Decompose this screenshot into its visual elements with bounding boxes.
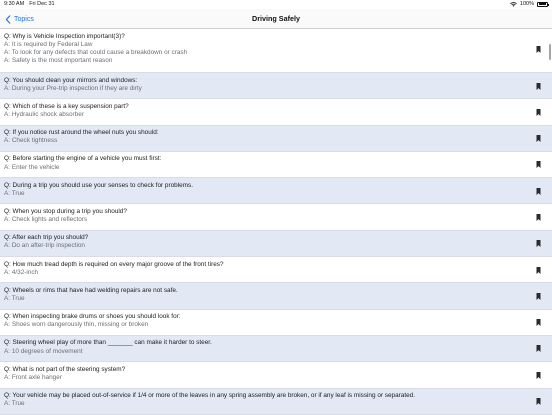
list-item[interactable] (0, 283, 552, 309)
answer-text: A: Do an after-trip inspection (4, 242, 85, 250)
list-item[interactable] (0, 29, 552, 73)
list-item[interactable] (0, 389, 552, 415)
answer-text: A: It is required by Federal Law (4, 40, 93, 48)
question-text: Q: Why is Vehicle Inspection important(3)? (4, 32, 125, 40)
answer-text: A: Check lights and reflectors (4, 216, 88, 224)
answer-text: A: Safety is the most important reason (4, 57, 113, 65)
bookmark-icon[interactable] (536, 267, 541, 274)
answer-text: A: True (4, 189, 25, 197)
answer-text: A: To look for any defects that could cause a breakdown or crash (4, 48, 188, 56)
answer-text: A: 4/32-inch (4, 268, 39, 276)
list-item[interactable] (0, 362, 552, 388)
scrollbar[interactable] (549, 44, 551, 60)
question-text: Q: If you notice rust around the wheel nuts you should: (4, 129, 159, 137)
answer-text: A: Hydraulic shock absorber (4, 111, 84, 118)
answer-text: A: Check tightness (4, 137, 58, 145)
status-left (4, 1, 60, 7)
status-time: 9:30 AM (4, 1, 25, 7)
question-text: Q: Steering wheel play of more than _______ can make it harder to steer. (4, 339, 212, 347)
bookmark-icon[interactable] (536, 214, 541, 221)
bookmark-icon[interactable] (536, 319, 541, 326)
answer-text: A: Shoes worn dangerously thin, missing or broken (4, 321, 149, 329)
navigation-bar (0, 9, 552, 29)
answer-text: A: True (4, 400, 25, 408)
list-item[interactable] (0, 178, 552, 204)
bookmark-icon[interactable] (536, 398, 541, 405)
bookmark-icon[interactable] (536, 345, 541, 352)
wifi-icon (510, 2, 517, 7)
bookmark-icon[interactable] (536, 293, 541, 300)
bookmark-icon[interactable] (536, 188, 541, 195)
question-text: Q: During a trip you should use your senses to check for problems. (4, 181, 193, 189)
question-text: Q: Wheels or rims that have had welding repairs are not safe. (4, 286, 178, 294)
answer-text: A: Enter the vehicle (4, 163, 60, 171)
list-item[interactable] (0, 257, 552, 283)
list-item[interactable] (0, 99, 552, 125)
bookmark-icon[interactable] (536, 83, 541, 90)
answer-text: A: 10 degrees of movement (4, 347, 83, 355)
list-item[interactable] (0, 73, 552, 99)
bookmark-icon[interactable] (536, 46, 541, 53)
bookmark-icon[interactable] (536, 135, 541, 142)
bookmark-icon[interactable] (536, 372, 541, 379)
battery-icon (537, 2, 548, 7)
list-item[interactable] (0, 336, 552, 362)
status-date: Fri Dec 31 (29, 1, 55, 7)
question-text: Q: When inspecting brake drums or shoes you should look for: (4, 313, 181, 321)
question-text: Q: When you stop during a trip you should? (4, 207, 127, 215)
battery-percent: 100% (519, 1, 534, 7)
list-item[interactable] (0, 310, 552, 336)
bookmark-icon[interactable] (536, 109, 541, 116)
list-item[interactable] (0, 126, 552, 152)
question-text: Q: Your vehicle may be placed out-of-service if 1/4 or more of the leaves in any spring assembly are broken, or if any leaf is missing or separated. (4, 392, 415, 400)
page-title: Driving Safely (252, 14, 300, 23)
question-text: Q: How much tread depth is required on every major groove of the front tires? (4, 260, 224, 268)
answer-text: A: True (4, 295, 25, 303)
bookmark-icon[interactable] (536, 161, 541, 168)
list-item[interactable] (0, 204, 552, 230)
question-text: Q: After each trip you should? (4, 234, 89, 242)
bookmark-icon[interactable] (536, 240, 541, 247)
back-button-label: Topics (14, 15, 34, 23)
question-list (0, 29, 552, 415)
question-text: Q: Which of these is a key suspension part? (4, 102, 129, 110)
status-bar (0, 0, 552, 9)
answer-text: A: During your Pre-trip inspection if they are dirty (4, 84, 142, 92)
list-item[interactable] (0, 152, 552, 178)
status-right (510, 1, 548, 7)
list-item[interactable] (0, 231, 552, 257)
answer-text: A: Front axle hanger (4, 373, 62, 381)
question-text: Q: You should clean your mirrors and windows: (4, 76, 138, 84)
question-text: Q: What is not part of the steering system? (4, 365, 126, 373)
question-text: Q: Before starting the engine of a vehicle you must first: (4, 155, 162, 163)
